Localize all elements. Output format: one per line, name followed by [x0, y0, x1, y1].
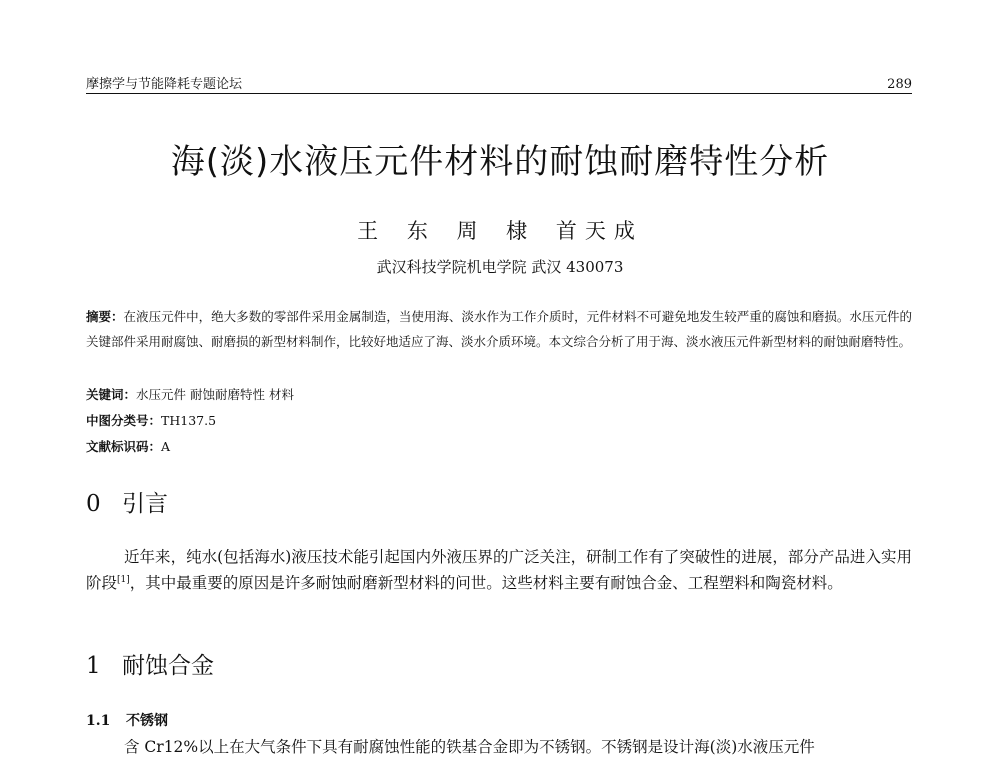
classification-label: 中图分类号： [86, 413, 162, 428]
keywords-label: 关键词： [86, 387, 137, 402]
page-number: 289 [887, 77, 912, 92]
section-heading-intro [86, 488, 168, 520]
header-rule [86, 93, 912, 94]
keywords-text: 水压元件 耐蚀耐磨特性 材料 [136, 387, 294, 402]
doc-code-text: A [161, 439, 171, 454]
subsection-title: 不锈钢 [126, 713, 168, 729]
stainless-paragraph [86, 734, 912, 760]
classification-text: TH137.5 [161, 413, 217, 428]
section-number: 1 [86, 653, 101, 679]
abstract [86, 304, 912, 354]
section-heading-alloys [86, 650, 214, 682]
subsection-number: 1.1 [86, 713, 111, 729]
doc-code-label: 文献标识码： [86, 439, 162, 454]
keywords [86, 384, 294, 406]
subsection-heading-stainless [86, 710, 168, 732]
document-code [86, 436, 170, 458]
intro-paragraph [86, 544, 912, 596]
intro-text-part2: ，其中最重要的原因是许多耐蚀耐磨新型材料的问世。这些材料主要有耐蚀合金、工程塑料和陶瓷材料。 [129, 574, 843, 592]
journal-name: 摩擦学与节能降耗专题论坛 [86, 77, 243, 92]
paper-title: 海(淡)水液压元件材料的耐蚀耐磨特性分析 [170, 142, 830, 182]
authors: 王 东 周 棣 首天成 [357, 219, 643, 243]
section-number: 0 [86, 491, 101, 517]
intro-text-part1: 近年来，纯水(包括海水)液压技术能引起国内外液压界的广泛关注，研制工作有了突破性的进展，部分产品进入实用阶段 [86, 548, 912, 592]
stainless-text: 含 Cr12%以上在大气条件下具有耐腐蚀性能的铁基合金即为不锈钢。不锈钢是设计海(淡)水液压元件 [124, 738, 815, 756]
affiliation: 武汉科技学院机电学院 武汉 430073 [376, 258, 624, 276]
classification [86, 410, 216, 432]
section-title: 耐蚀合金 [122, 653, 214, 679]
running-header [86, 68, 912, 92]
section-title: 引言 [122, 491, 168, 517]
citation-ref: [1] [117, 574, 130, 585]
abstract-label: 摘要： [86, 309, 124, 324]
abstract-text: 在液压元件中，绝大多数的零部件采用金属制造，当使用海、淡水作为工作介质时，元件材料不可避免地发生较严重的腐蚀和磨损。水压元件的关键部件采用耐腐蚀、耐磨损的新型材料制作，比较好地适应了海、淡水介质环境。本文综合分析了用于海、淡水液压元件新型材料的耐蚀耐磨特性。 [86, 309, 912, 349]
